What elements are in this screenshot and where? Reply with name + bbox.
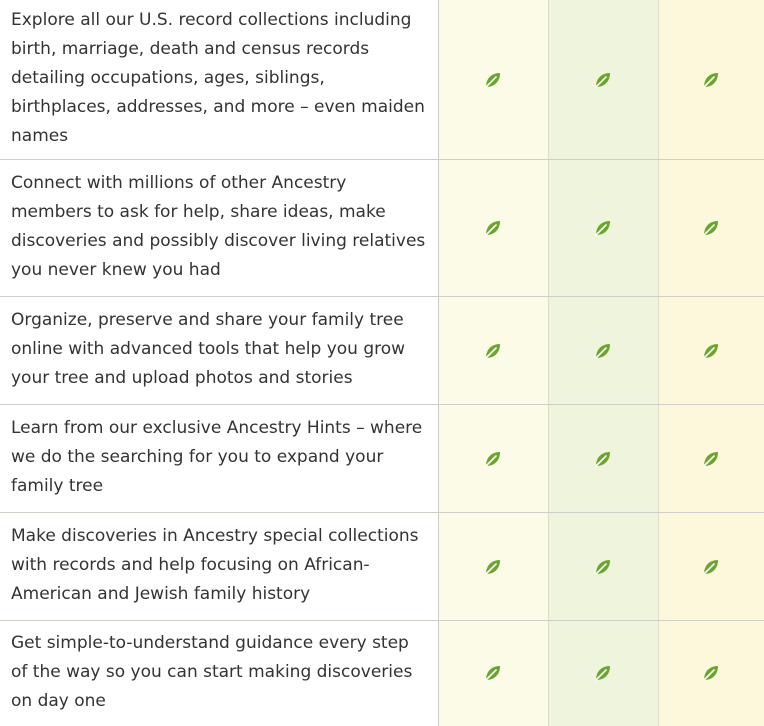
leaf-check-icon — [593, 663, 613, 683]
feature-description: Learn from our exclusive Ancestry Hints – where we do the searching for you to expand your family tree — [0, 405, 438, 513]
feature-description: Get simple-to-understand guidance every step of the way so you can start making discoveries on day one — [0, 621, 438, 726]
leaf-check-icon — [483, 557, 503, 577]
plan-a-cell — [438, 297, 548, 405]
plan-a-cell — [438, 405, 548, 513]
feature-description: Explore all our U.S. record collections including birth, marriage, death and census records detailing occupations, ages, siblings, birthplaces, addresses, and more – even maiden names — [0, 0, 438, 160]
plan-b-cell — [548, 0, 658, 160]
plan-a-cell — [438, 513, 548, 621]
plan-a-cell — [438, 160, 548, 297]
plan-b-cell — [548, 405, 658, 513]
leaf-check-icon — [483, 663, 503, 683]
plan-c-cell — [658, 160, 764, 297]
leaf-check-icon — [593, 557, 613, 577]
plan-b-cell — [548, 297, 658, 405]
leaf-check-icon — [701, 557, 721, 577]
plan-b-cell — [548, 621, 658, 726]
feature-description: Organize, preserve and share your family tree online with advanced tools that help you grow your tree and upload photos and stories — [0, 297, 438, 405]
leaf-check-icon — [483, 449, 503, 469]
plan-c-cell — [658, 621, 764, 726]
plan-c-cell — [658, 0, 764, 160]
table-row — [0, 621, 764, 726]
leaf-check-icon — [483, 70, 503, 90]
leaf-check-icon — [593, 70, 613, 90]
leaf-check-icon — [701, 70, 721, 90]
leaf-check-icon — [593, 449, 613, 469]
table-row — [0, 513, 764, 621]
table-row — [0, 297, 764, 405]
plan-c-cell — [658, 513, 764, 621]
leaf-check-icon — [701, 341, 721, 361]
leaf-check-icon — [701, 449, 721, 469]
table-row — [0, 160, 764, 297]
leaf-check-icon — [483, 218, 503, 238]
feature-description: Make discoveries in Ancestry special collections with records and help focusing on African-American and Jewish family history — [0, 513, 438, 621]
plan-a-cell — [438, 621, 548, 726]
plan-b-cell — [548, 513, 658, 621]
plan-c-cell — [658, 405, 764, 513]
table-row — [0, 405, 764, 513]
leaf-check-icon — [701, 218, 721, 238]
feature-description: Connect with millions of other Ancestry members to ask for help, share ideas, make discoveries and possibly discover living relatives you never knew you had — [0, 160, 438, 297]
plan-a-cell — [438, 0, 548, 160]
plan-c-cell — [658, 297, 764, 405]
table-row — [0, 0, 764, 160]
plan-b-cell — [548, 160, 658, 297]
leaf-check-icon — [701, 663, 721, 683]
leaf-check-icon — [483, 341, 503, 361]
leaf-check-icon — [593, 218, 613, 238]
leaf-check-icon — [593, 341, 613, 361]
